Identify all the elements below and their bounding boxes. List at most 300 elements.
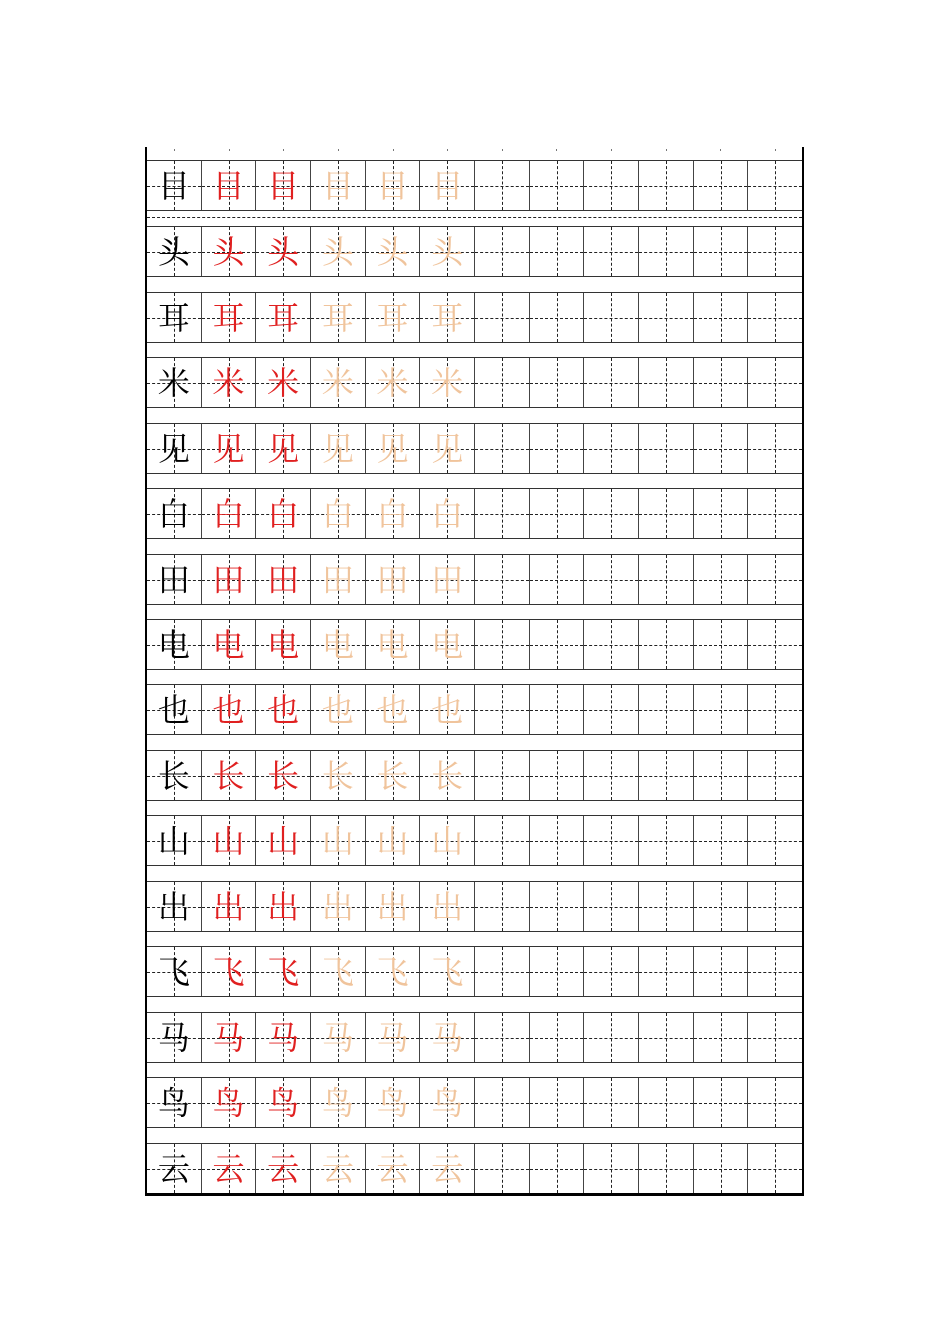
trace-character: 鸟 <box>431 1083 464 1122</box>
trace-character: 见 <box>431 429 464 468</box>
grid-cell <box>311 685 366 734</box>
grid-cell <box>147 555 202 604</box>
trace-character: 鸟 <box>321 1083 354 1122</box>
red-copy-character: 头 <box>267 232 300 271</box>
grid-cell <box>366 1013 421 1062</box>
top-tick <box>283 149 284 151</box>
grid-cell <box>256 489 311 538</box>
grid-cell <box>639 1144 694 1193</box>
grid-cell <box>584 882 639 931</box>
model-character: 米 <box>157 363 190 402</box>
grid-cell <box>256 751 311 800</box>
grid-cell <box>639 424 694 473</box>
practice-row <box>147 750 802 801</box>
grid-cell <box>147 1078 202 1127</box>
trace-character: 电 <box>431 625 464 664</box>
red-copy-character: 也 <box>212 690 245 729</box>
trace-character: 电 <box>321 625 354 664</box>
grid-cell <box>202 227 257 276</box>
grid-cell <box>256 1013 311 1062</box>
grid-cell <box>694 685 749 734</box>
grid-cell <box>366 424 421 473</box>
grid-cell <box>584 685 639 734</box>
grid-cell <box>748 751 802 800</box>
trace-character: 白 <box>376 494 409 533</box>
trace-character: 目 <box>321 166 354 205</box>
trace-character: 也 <box>321 690 354 729</box>
red-copy-character: 电 <box>212 625 245 664</box>
model-character: 见 <box>157 429 190 468</box>
grid-cell <box>694 227 749 276</box>
grid-cell <box>748 1013 802 1062</box>
grid-cell <box>639 947 694 996</box>
red-copy-character: 田 <box>267 560 300 599</box>
top-tick <box>174 149 175 151</box>
model-character: 也 <box>157 690 190 729</box>
grid-cell <box>694 161 749 210</box>
grid-cell <box>639 882 694 931</box>
trace-character: 马 <box>321 1018 354 1057</box>
grid-cell <box>584 555 639 604</box>
grid-cell <box>530 293 585 342</box>
grid-cell <box>475 1078 530 1127</box>
grid-cell <box>202 882 257 931</box>
grid-cell <box>639 620 694 669</box>
top-tick <box>502 149 503 151</box>
grid-cell <box>475 1144 530 1193</box>
grid-cell <box>475 489 530 538</box>
top-tick <box>775 149 776 151</box>
grid-cell <box>530 358 585 407</box>
red-copy-character: 鸟 <box>267 1083 300 1122</box>
grid-cell <box>147 227 202 276</box>
model-character: 白 <box>157 494 190 533</box>
red-copy-character: 米 <box>212 363 245 402</box>
top-tick <box>393 149 394 151</box>
grid-cell <box>147 751 202 800</box>
trace-character: 米 <box>431 363 464 402</box>
red-copy-character: 马 <box>212 1018 245 1057</box>
grid-cell <box>530 1013 585 1062</box>
grid-cell <box>147 685 202 734</box>
grid-cell <box>639 161 694 210</box>
model-character: 长 <box>157 756 190 795</box>
practice-row <box>147 160 802 211</box>
grid-cell <box>202 751 257 800</box>
red-copy-character: 见 <box>212 429 245 468</box>
practice-row <box>147 1012 802 1063</box>
grid-cell <box>530 227 585 276</box>
grid-cell <box>202 685 257 734</box>
top-tick <box>338 149 339 151</box>
trace-character: 马 <box>376 1018 409 1057</box>
trace-character: 长 <box>321 756 354 795</box>
practice-row <box>147 946 802 997</box>
trace-character: 田 <box>376 560 409 599</box>
trace-character: 也 <box>431 690 464 729</box>
grid-cell <box>475 555 530 604</box>
grid-cell <box>584 227 639 276</box>
red-copy-character: 云 <box>267 1149 300 1188</box>
red-copy-character: 长 <box>267 756 300 795</box>
grid-cell <box>420 161 475 210</box>
practice-row <box>147 815 802 866</box>
grid-cell <box>256 620 311 669</box>
grid-cell <box>584 751 639 800</box>
grid-cell <box>147 293 202 342</box>
model-character: 田 <box>157 560 190 599</box>
grid-cell <box>420 358 475 407</box>
red-copy-character: 鸟 <box>212 1083 245 1122</box>
grid-cell <box>694 358 749 407</box>
grid-cell <box>311 1078 366 1127</box>
red-copy-character: 白 <box>267 494 300 533</box>
grid-cell <box>256 227 311 276</box>
practice-row <box>147 881 802 932</box>
grid-cell <box>475 882 530 931</box>
red-copy-character: 田 <box>212 560 245 599</box>
grid-cell <box>420 489 475 538</box>
trace-character: 田 <box>321 560 354 599</box>
grid-cell <box>147 882 202 931</box>
trace-character: 耳 <box>431 298 464 337</box>
grid-cell <box>694 293 749 342</box>
grid-cell <box>147 947 202 996</box>
grid-cell <box>694 751 749 800</box>
trace-character: 也 <box>376 690 409 729</box>
grid-cell <box>748 293 802 342</box>
grid-cell <box>639 751 694 800</box>
grid-cell <box>420 751 475 800</box>
grid-cell <box>420 882 475 931</box>
grid-cell <box>584 424 639 473</box>
model-character: 耳 <box>157 298 190 337</box>
grid-cell <box>366 947 421 996</box>
trace-character: 云 <box>431 1149 464 1188</box>
trace-character: 马 <box>431 1018 464 1057</box>
grid-cell <box>475 816 530 865</box>
grid-cell <box>202 947 257 996</box>
grid-cell <box>311 227 366 276</box>
grid-cell <box>256 161 311 210</box>
grid-cell <box>584 161 639 210</box>
grid-cell <box>694 1144 749 1193</box>
grid-cell <box>256 1144 311 1193</box>
practice-row <box>147 488 802 539</box>
grid-cell <box>530 555 585 604</box>
grid-cell <box>311 1144 366 1193</box>
grid-cell <box>202 358 257 407</box>
trace-character: 目 <box>431 166 464 205</box>
grid-cell <box>530 620 585 669</box>
grid-cell <box>639 685 694 734</box>
grid-cell <box>694 424 749 473</box>
trace-character: 飞 <box>376 952 409 991</box>
grid-cell <box>530 685 585 734</box>
red-copy-character: 飞 <box>212 952 245 991</box>
grid-cell <box>420 1144 475 1193</box>
grid-cell <box>366 555 421 604</box>
red-copy-character: 见 <box>267 429 300 468</box>
grid-cell <box>694 555 749 604</box>
red-copy-character: 马 <box>267 1018 300 1057</box>
top-tick <box>556 149 557 151</box>
trace-character: 耳 <box>321 298 354 337</box>
red-copy-character: 山 <box>212 821 245 860</box>
grid-cell <box>366 620 421 669</box>
practice-row <box>147 357 802 408</box>
grid-cell <box>366 227 421 276</box>
grid-cell <box>748 358 802 407</box>
grid-cell <box>639 1013 694 1062</box>
grid-cell <box>311 424 366 473</box>
grid-cell <box>694 1013 749 1062</box>
practice-row <box>147 292 802 343</box>
grid-cell <box>202 489 257 538</box>
grid-cell <box>366 293 421 342</box>
grid-cell <box>584 358 639 407</box>
practice-sheet <box>145 147 804 1196</box>
grid-cell <box>366 1144 421 1193</box>
red-copy-character: 飞 <box>267 952 300 991</box>
grid-cell <box>694 947 749 996</box>
grid-cell <box>311 358 366 407</box>
grid-cell <box>147 424 202 473</box>
trace-character: 头 <box>321 232 354 271</box>
red-copy-character: 米 <box>267 363 300 402</box>
trace-character: 鸟 <box>376 1083 409 1122</box>
grid-cell <box>311 1013 366 1062</box>
trace-character: 见 <box>321 429 354 468</box>
red-copy-character: 耳 <box>212 298 245 337</box>
grid-cell <box>475 751 530 800</box>
grid-cell <box>420 947 475 996</box>
grid-cell <box>584 947 639 996</box>
grid-cell <box>311 751 366 800</box>
grid-cell <box>748 161 802 210</box>
red-copy-character: 目 <box>212 166 245 205</box>
grid-cell <box>475 685 530 734</box>
model-character: 目 <box>157 166 190 205</box>
grid-cell <box>366 358 421 407</box>
grid-cell <box>366 882 421 931</box>
practice-row <box>147 226 802 277</box>
trace-character: 山 <box>321 821 354 860</box>
grid-cell <box>256 685 311 734</box>
grid-cell <box>420 685 475 734</box>
grid-cell <box>366 751 421 800</box>
practice-row <box>147 554 802 605</box>
grid-cell <box>584 816 639 865</box>
model-character: 云 <box>157 1149 190 1188</box>
grid-cell <box>202 1144 257 1193</box>
grid-cell <box>147 161 202 210</box>
trace-character: 目 <box>376 166 409 205</box>
grid-cell <box>694 620 749 669</box>
grid-cell <box>202 620 257 669</box>
grid-cell <box>311 161 366 210</box>
grid-cell <box>694 882 749 931</box>
practice-row <box>147 423 802 474</box>
grid-cell <box>748 227 802 276</box>
trace-character: 山 <box>376 821 409 860</box>
grid-cell <box>311 293 366 342</box>
grid-cell <box>584 1013 639 1062</box>
grid-cell <box>420 424 475 473</box>
grid-cell <box>147 1013 202 1062</box>
grid-cell <box>475 620 530 669</box>
grid-cell <box>694 1078 749 1127</box>
grid-cell <box>420 227 475 276</box>
grid-cell <box>475 1013 530 1062</box>
grid-cell <box>748 555 802 604</box>
grid-cell <box>584 293 639 342</box>
grid-cell <box>748 816 802 865</box>
grid-cell <box>202 161 257 210</box>
grid-cell <box>311 489 366 538</box>
trace-character: 米 <box>376 363 409 402</box>
model-character: 山 <box>157 821 190 860</box>
grid-cell <box>256 947 311 996</box>
top-tick <box>666 149 667 151</box>
grid-cell <box>530 947 585 996</box>
grid-cell <box>530 424 585 473</box>
grid-cell <box>639 227 694 276</box>
top-tick <box>447 149 448 151</box>
grid-cell <box>420 816 475 865</box>
grid-cell <box>639 1078 694 1127</box>
grid-cell <box>530 751 585 800</box>
grid-cell <box>639 293 694 342</box>
grid-cell <box>748 424 802 473</box>
grid-cell <box>639 555 694 604</box>
model-character: 电 <box>157 625 190 664</box>
grid-cell <box>584 620 639 669</box>
grid-cell <box>584 489 639 538</box>
grid-cell <box>639 489 694 538</box>
practice-row <box>147 619 802 670</box>
grid-cell <box>311 555 366 604</box>
grid-cell <box>256 882 311 931</box>
top-tick <box>611 149 612 151</box>
grid-cell <box>147 1144 202 1193</box>
grid-cell <box>202 816 257 865</box>
grid-cell <box>311 947 366 996</box>
model-character: 头 <box>157 232 190 271</box>
grid-cell <box>366 489 421 538</box>
trace-character: 长 <box>431 756 464 795</box>
grid-cell <box>748 489 802 538</box>
row-separator <box>147 217 802 218</box>
trace-character: 云 <box>376 1149 409 1188</box>
red-copy-character: 出 <box>267 887 300 926</box>
grid-cell <box>475 947 530 996</box>
grid-cell <box>256 555 311 604</box>
grid-cell <box>147 620 202 669</box>
red-copy-character: 云 <box>212 1149 245 1188</box>
grid-cell <box>748 1078 802 1127</box>
grid-cell <box>202 424 257 473</box>
practice-row <box>147 684 802 735</box>
grid-cell <box>420 620 475 669</box>
red-copy-character: 白 <box>212 494 245 533</box>
grid-cell <box>475 358 530 407</box>
grid-cell <box>530 816 585 865</box>
model-character: 鸟 <box>157 1083 190 1122</box>
grid-cell <box>584 1144 639 1193</box>
grid-cell <box>202 555 257 604</box>
trace-character: 出 <box>431 887 464 926</box>
trace-character: 白 <box>321 494 354 533</box>
grid-cell <box>366 1078 421 1127</box>
grid-cell <box>694 489 749 538</box>
grid-cell <box>530 1078 585 1127</box>
trace-character: 山 <box>431 821 464 860</box>
model-character: 出 <box>157 887 190 926</box>
grid-cell <box>420 293 475 342</box>
grid-cell <box>475 293 530 342</box>
trace-character: 长 <box>376 756 409 795</box>
practice-row <box>147 1077 802 1128</box>
red-copy-character: 也 <box>267 690 300 729</box>
grid-cell <box>748 947 802 996</box>
grid-cell <box>147 358 202 407</box>
red-copy-character: 耳 <box>267 298 300 337</box>
grid-cell <box>256 816 311 865</box>
trace-character: 出 <box>321 887 354 926</box>
grid-cell <box>420 1013 475 1062</box>
red-copy-character: 山 <box>267 821 300 860</box>
trace-character: 电 <box>376 625 409 664</box>
grid-cell <box>475 424 530 473</box>
grid-cell <box>584 1078 639 1127</box>
practice-row <box>147 1143 802 1194</box>
grid-cell <box>147 816 202 865</box>
trace-character: 白 <box>431 494 464 533</box>
red-copy-character: 出 <box>212 887 245 926</box>
trace-character: 耳 <box>376 298 409 337</box>
trace-character: 米 <box>321 363 354 402</box>
top-tick <box>229 149 230 151</box>
grid-cell <box>694 816 749 865</box>
grid-cell <box>256 1078 311 1127</box>
grid-cell <box>256 293 311 342</box>
grid-cell <box>420 1078 475 1127</box>
grid-cell <box>420 555 475 604</box>
grid-cell <box>311 620 366 669</box>
grid-cell <box>530 1144 585 1193</box>
trace-character: 飞 <box>431 952 464 991</box>
grid-cell <box>202 1013 257 1062</box>
grid-cell <box>530 882 585 931</box>
grid-cell <box>475 161 530 210</box>
red-copy-character: 目 <box>267 166 300 205</box>
red-copy-character: 头 <box>212 232 245 271</box>
trace-character: 头 <box>431 232 464 271</box>
grid-cell <box>530 161 585 210</box>
trace-character: 田 <box>431 560 464 599</box>
model-character: 飞 <box>157 952 190 991</box>
grid-cell <box>639 816 694 865</box>
grid-cell <box>202 293 257 342</box>
grid-cell <box>147 489 202 538</box>
grid-cell <box>366 816 421 865</box>
model-character: 马 <box>157 1018 190 1057</box>
red-copy-character: 长 <box>212 756 245 795</box>
top-tick <box>720 149 721 151</box>
grid-cell <box>256 358 311 407</box>
grid-cell <box>748 620 802 669</box>
